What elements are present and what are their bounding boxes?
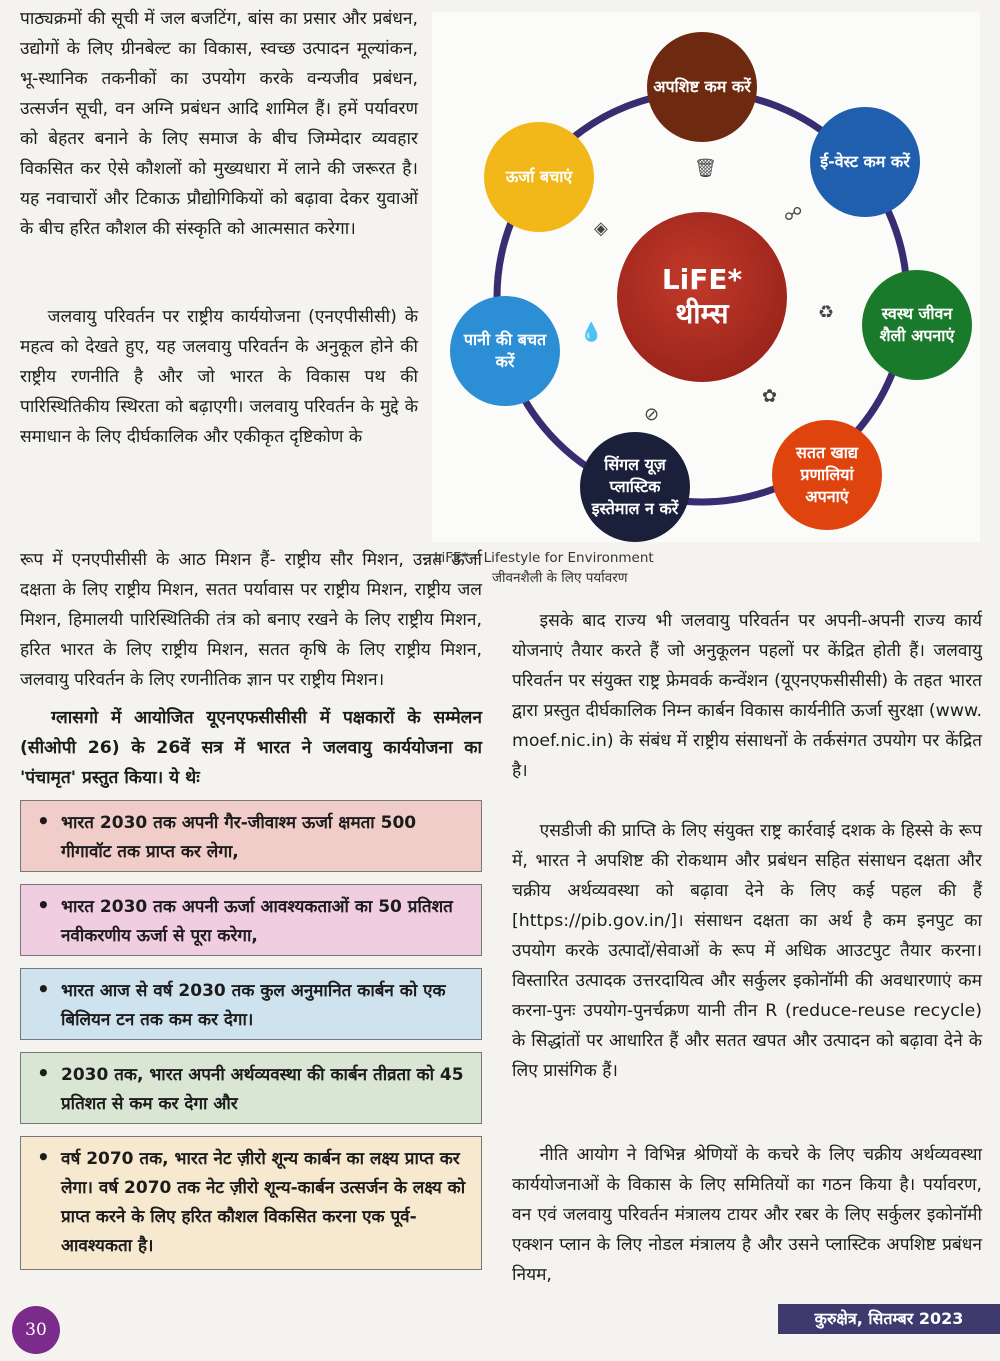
recycle-icon: ♻ [818, 302, 835, 323]
body-paragraph-4 [512, 816, 982, 1086]
panchamrit-intro: ग्लासगो में आयोजित यूएनएफसीसीसी में पक्षकारों के सम्मेलन (सीओपी 26) के 26वें सत्र में भारत ने जलवायु कार्ययोजना का 'पंचामृत' प्रस्तुत किया। ये थेः [20, 708, 482, 788]
trash-icon: 🗑 [694, 158, 717, 179]
plant-hand-icon: ✿ [762, 386, 778, 407]
usb-icon: ☍ [784, 204, 803, 225]
no-plastic-icon: ⊘ [644, 404, 660, 425]
panchamrit-item-2: • भारत 2030 तक अपनी ऊर्जा आवश्यकताओं का 50 प्रतिशत नवीकरणीय ऊर्जा से पूरा करेगा, [20, 884, 482, 956]
body-paragraph-5 [512, 1140, 982, 1290]
water-tap-icon: 💧 [580, 322, 603, 343]
panchamrit-item-3: • भारत आज से वर्ष 2030 तक कुल अनुमानित कार्बन को एक बिलियन टन तक कम कर देगा। [20, 968, 482, 1040]
body-paragraph-2 [20, 302, 418, 452]
node-reduce-ewaste: ई-वेस्ट कम करें [810, 107, 920, 217]
life-center-circle [617, 212, 787, 382]
paragraph-text: पाठ्यक्रमों की सूची में जल बजटिंग, बांस का प्रसार और प्रबंधन, उद्योगों के लिए ग्रीनबेल्ट का विकास, स्वच्छ उत्पादन मूल्यांकन, भू-स्थानिक तकनीकों का उपयोग करके वन्यजीव प्रबंधन, उत्सर्जन सूची, वन अग्नि प्रबंधन आदि शामिल हैं। हमें पर्यावरण को बेहतर बनाने के लिए समाज के बीच जिम्मेदार व्यवहार विकसित कर ऐसे कौशलों को मुख्यधारा में लाने की जरूरत है। यह नवाचारों और टिकाऊ प्रौद्योगिकियों को बढ़ावा देकर युवाओं के बीच हरित कौशल की संस्कृति को आत्मसात करेगा। [20, 9, 418, 239]
node-reduce-waste: अपशिष्ट कम करें [647, 32, 757, 142]
paragraph-text: नीति आयोग ने विभिन्न श्रेणियों के कचरे के लिए चक्रीय अर्थव्यवस्था कार्ययोजनाओं के विकास के लिए समितियों का गठन किया है। पर्यावरण, वन एवं जलवायु परिवर्तन मंत्रालय टायर और रबर के लिए सर्कुलर इकोनॉमी एक्शन प्लान के लिए नोडल मंत्रालय है और उसने प्लास्टिक अपशिष्ट प्रबंधन नियम, [512, 1145, 982, 1285]
bulb-icon: ◈ [594, 218, 608, 239]
center-title: LiFE* [661, 263, 743, 296]
panchamrit-item-1: • भारत 2030 तक अपनी गैर-जीवाश्म ऊर्जा क्षमता 500 गीगावॉट तक प्राप्त कर लेगा, [20, 800, 482, 872]
body-paragraph-3 [512, 606, 982, 786]
node-healthy-lifestyle: स्वस्थ जीवन शैली अपनाएं [862, 270, 972, 380]
panchamrit-item-4: • 2030 तक, भारत अपनी अर्थव्यवस्था की कार्बन तीव्रता को 45 प्रतिशत से कम कर देगा और [20, 1052, 482, 1124]
paragraph-text: एसडीजी की प्राप्ति के लिए संयुक्त राष्ट्र कार्रवाई दशक के हिस्से के रूप में, भारत ने अपशिष्ट की रोकथाम और प्रबंधन सहित संसाधन दक्षता और चक्रीय अर्थव्यवस्था को बढ़ावा देने के लिए कई पहल की हैं [https://pib.gov.in/]। संसाधन दक्षता का अर्थ है कम इनपुट का उपयोग करके उत्पादों/सेवाओं के रूप में अधिक आउटपुट तैयार करना। विस्तारित उत्पादक उत्तरदायित्व और सर्कुलर इकोनॉमी की अवधारणाएं कम करना-पुनः उपयोग-पुनर्चक्रण यानी तीन R (reduce-reuse recycle) के सिद्धांतों पर आधारित हैं और सतत खपत और उत्पादन को बढ़ावा देने के लिए प्रासंगिक हैं। [512, 821, 982, 1081]
panchamrit-item-5: • वर्ष 2070 तक, भारत नेट ज़ीरो शून्य कार्बन का लक्ष्य प्राप्त कर लेगा। वर्ष 2070 तक नेट ज़ीरो शून्य-कार्बन उत्सर्जन के लक्ष्य को प्राप्त करने के लिए हरित कौशल विकसित करना एक पूर्व-आवश्यकता है। [20, 1136, 482, 1270]
paragraph-text: इसके बाद राज्य भी जलवायु परिवर्तन पर अपनी-अपनी राज्य कार्य योजनाएं तैयार करते हैं जो अनुकूलन पहलों पर केंद्रित होती हैं। जलवायु परिवर्तन पर संयुक्त राष्ट्र फ्रेमवर्क कन्वेंशन (यूएनएफसीसीसी) के तहत भारत द्वारा प्रस्तुत दीर्घकालिक निम्न कार्बन विकास कार्यनीति ऊर्जा सुरक्षा (www. moef.nic.in) के संबंध में राष्ट्रीय संसाधनों के तर्कसंगत उपयोग पर केंद्रित है। [512, 611, 982, 781]
node-single-use-plastic: सिंगल यूज़ प्लास्टिक इस्तेमाल न करें [580, 432, 690, 542]
paragraph-text: जलवायु परिवर्तन पर राष्ट्रीय कार्ययोजना (एनएपीसीसी) के महत्व को देखते हुए, यह जलवायु परिवर्तन के अनुकूल होने की राष्ट्रीय रणनीति है और जो भारत के विकास पथ की पारिस्थितिकीय स्थिरता को बढ़ाएगी। जलवायु परिवर्तन के मुद्दे के समाधान के लिए दीर्घकालिक और एकीकृत दृष्टिकोण के [20, 307, 418, 447]
body-paragraph-1 [20, 4, 418, 244]
caption-line-2: जीवनशैली के लिए पर्यावरण [492, 570, 628, 586]
center-subtitle: थीम्स [675, 297, 729, 330]
body-paragraph-2-continued [20, 545, 482, 695]
node-save-energy: ऊर्जा बचाएं [484, 122, 594, 232]
figure-caption [434, 548, 734, 588]
magazine-footer: कुरुक्षेत्र, सितम्बर 2023 [778, 1304, 1000, 1334]
life-themes-diagram [432, 12, 980, 542]
node-save-water: पानी की बचत करें [450, 296, 560, 406]
caption-line-1: LiFE* – Lifestyle for Environment [434, 550, 654, 566]
page-number: 30 [12, 1306, 60, 1354]
paragraph-text: रूप में एनएपीसीसी के आठ मिशन हैं- राष्ट्रीय सौर मिशन, उन्नत ऊर्जा दक्षता के लिए राष्ट्रीय मिशन, सतत पर्यावास पर राष्ट्रीय मिशन, राष्ट्रीय जल मिशन, हिमालयी पारिस्थितिकी तंत्र को बनाए रखने के लिए राष्ट्रीय मिशन, हरित भारत के लिए राष्ट्रीय मिशन, सतत कृषि के लिए राष्ट्रीय मिशन, जलवायु परिवर्तन के लिए रणनीतिक ज्ञान पर राष्ट्रीय मिशन। [20, 550, 482, 690]
node-sustainable-food: सतत खाद्य प्रणालियां अपनाएं [772, 420, 882, 530]
